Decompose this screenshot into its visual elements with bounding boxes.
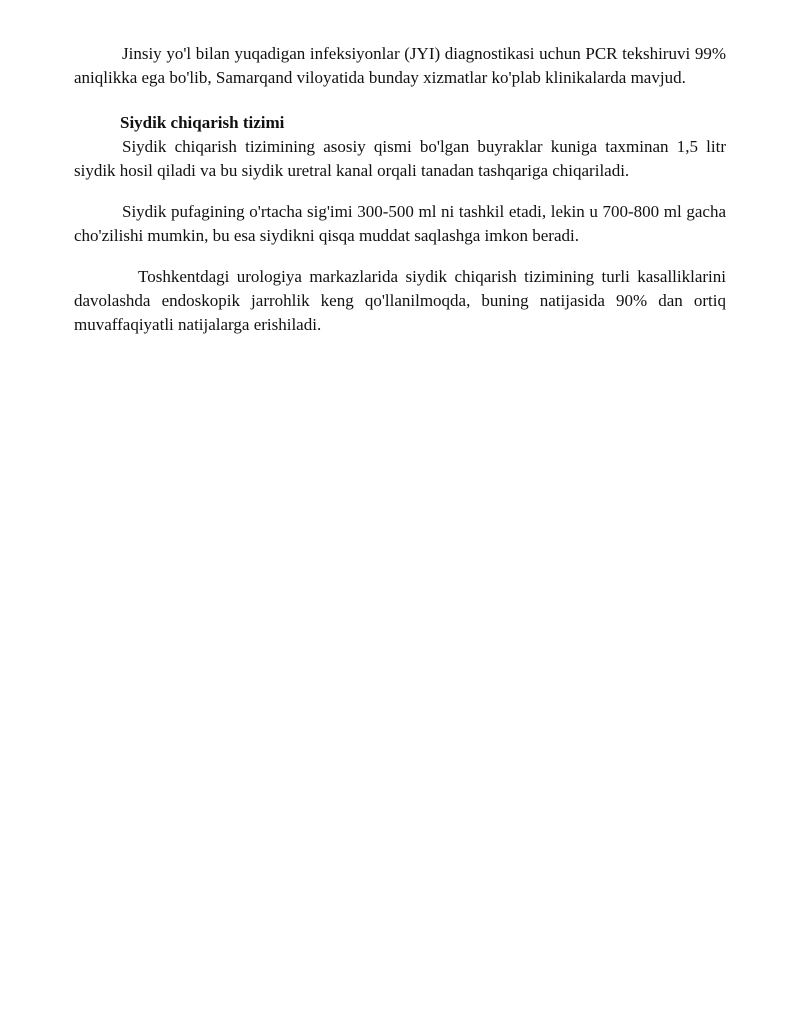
section-heading: Siydik chiqarish tizimi <box>120 113 285 132</box>
paragraph-kidneys: Siydik chiqarish tizimining asosiy qismi bo'lgan buyraklar kuniga taxminan 1,5 litr siydik hosil qiladi va bu siydik uretral kanal orqali tanadan tashqariga chiqariladi. <box>74 137 726 180</box>
paragraph-bladder: Siydik pufagining o'rtacha sig'imi 300-500 ml ni tashkil etadi, lekin u 700-800 ml gacha cho'zilishi mumkin, bu esa siydikni qisqa muddat saqlashga imkon beradi. <box>74 202 726 245</box>
document-page <box>74 42 726 337</box>
paragraph-jyi-diagnostics: Jinsiy yo'l bilan yuqadigan infeksiyonlar (JYI) diagnostikasi uchun PCR tekshiruvi 99% aniqlikka ega bo'lib, Samarqand viloyatida bunday xizmatlar ko'plab klinikalarda mavjud. <box>74 44 726 87</box>
paragraph-urology-centers: Toshkentdagi urologiya markazlarida siydik chiqarish tizimining turli kasalliklarini davolashda endoskopik jarrohlik keng qo'llanilmoqda, buning natijasida 90% dan ortiq muvaffaqiyatli natijalarga erishiladi. <box>74 267 726 334</box>
